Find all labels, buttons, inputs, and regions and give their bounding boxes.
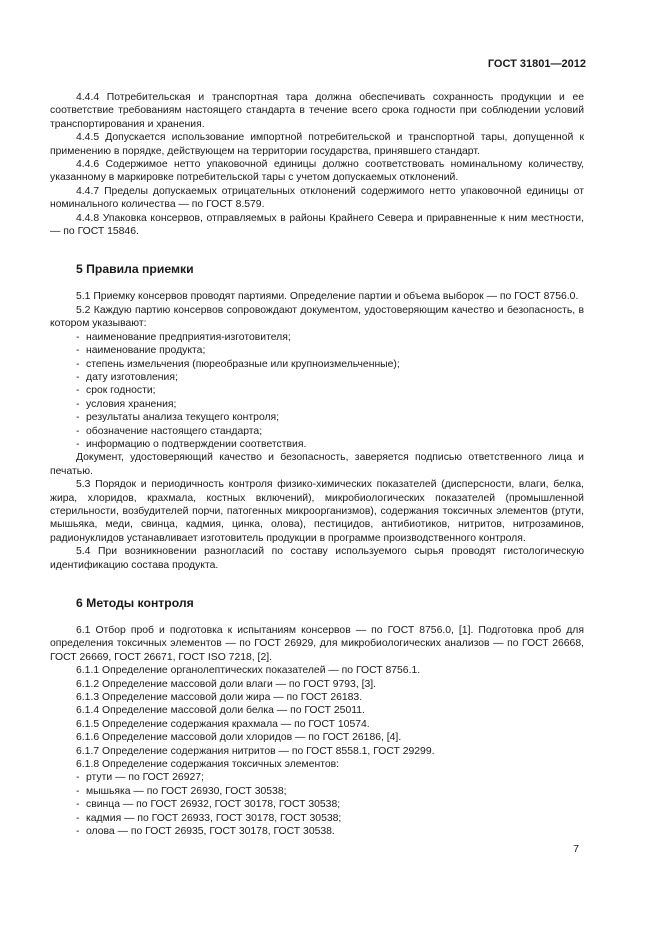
list-item: - кадмия — по ГОСТ 26933, ГОСТ 30178, ГОСТ 30538; — [50, 812, 584, 825]
clause-6-1-1: 6.1.1 Определение органолептических показателей — по ГОСТ 8756.1. — [76, 665, 421, 677]
list-item: - дату изготовления; — [50, 371, 584, 384]
list-item: - результаты анализа текущего контроля; — [50, 411, 584, 424]
certification-note: Документ, удостоверяющий качество и безопасность, заверяется подписью ответственного лица и печатью. — [50, 452, 584, 477]
section-5-title: 5 Правила приемки — [76, 262, 194, 277]
clause-4-4-4: 4.4.4 Потребительская и транспортная тара должна обеспечивать сохранность продукции и ее соответствие требованиям настоящего стандарта в течение всего срока годности при соблюдении условий транспортирования и хранения. — [50, 92, 584, 130]
list-item: - обозначение настоящего стандарта; — [50, 425, 584, 438]
page-number: 7 — [573, 844, 579, 855]
list-item: - наименование продукта; — [50, 344, 584, 357]
list-item: - срок годности; — [50, 384, 584, 397]
clause-6-1-2: 6.1.2 Определение массовой доли влаги — по ГОСТ 9793, [3]. — [76, 678, 377, 690]
clause-6-1-7: 6.1.7 Определение содержания нитритов — по ГОСТ 8558.1, ГОСТ 29299. — [76, 745, 435, 757]
clause-5-4: 5.4 При возникновении разногласий по составу используемого сырья проводят гистологическую идентификацию состава продукта. — [50, 546, 584, 571]
section-6-title: 6 Методы контроля — [76, 596, 194, 610]
clause-6-1-8: 6.1.8 Определение содержания токсичных элементов: — [76, 759, 340, 771]
document-code: ГОСТ 31801—2012 — [487, 58, 586, 70]
clause-5-1: 5.1 Приемку консервов проводят партиями. Определение партии и объема выборок — по ГОСТ 8756.0. — [76, 291, 579, 303]
clause-4-4-7: 4.4.7 Пределы допускаемых отрицательных отклонений содержимого нетто упаковочной единицы от номинального количества — по ГОСТ 8.579. — [50, 185, 584, 211]
list-item: - свинца — по ГОСТ 26932, ГОСТ 30178, ГОСТ 30538; — [50, 798, 584, 811]
clause-4-4-5: 4.4.5 Допускается использование импортной потребительской и транспортной тары, допущенной к применению в порядке, действующем на территории государства, принявшего стандарт. — [50, 132, 584, 157]
list-item: - степень измельчения (пюреобразные или крупноизмельченные); — [50, 358, 584, 371]
section-4-4-tail — [50, 91, 584, 238]
clause-4-4-6: 4.4.6 Содержимое нетто упаковочной единицы должно соответствовать номинальному количеству, указанному в маркировке потребительской тары с учетом допускаемых отклонений. — [50, 159, 584, 184]
clause-6-1-5: 6.1.5 Определение содержания крахмала — по ГОСТ 10574. — [76, 718, 370, 730]
list-item: - мышьяка — по ГОСТ 26930, ГОСТ 30538; — [50, 785, 584, 798]
list-item: - информацию о подтверждении соответствия. — [50, 438, 584, 451]
toxic-elements-list — [50, 771, 584, 838]
list-item: - олова — по ГОСТ 26935, ГОСТ 30178, ГОСТ 30538. — [50, 825, 584, 838]
clause-6-1-4: 6.1.4 Определение массовой доли белка — по ГОСТ 25011. — [76, 705, 365, 717]
clause-6-1-6: 6.1.6 Определение массовой доли хлоридов — по ГОСТ 26186, [4]. — [76, 732, 402, 744]
clause-5-2: 5.2 Каждую партию консервов сопровождают документом, удостоверяющим качество и безопасность, в котором указывают: — [50, 304, 584, 330]
clause-6-1: 6.1 Отбор проб и подготовка к испытаниям консервов — по ГОСТ 8756.0, [1]. Подготовка проб для определения токсичных элементов — по ГОСТ 26929, для микробиологических анализов — по ГОСТ 26668, ГОСТ 26669, ГОСТ 26671, ГОСТ ISO 7218, [2]. — [50, 625, 584, 663]
list-item: - наименование предприятия-изготовителя; — [50, 331, 584, 344]
clause-6-1-3: 6.1.3 Определение массовой доли жира — по ГОСТ 26183. — [76, 692, 363, 704]
clause-5-3: 5.3 Порядок и периодичность контроля физико-химических показателей (дисперсности, влаги, белка, жира, хлоридов, крахмала, костных включений), микробиологических показателей (промышленной стерильности, возбудителей порчи, патогенных микроорганизмов), содержания токсичных элементов (ртути, мышьяка, меди, свинца, кадмия, цинка, олова), пестицидов, антибиотиков, нитритов, нитрозаминов, радионуклидов устанавливает изготовитель продукции в программе производственного контроля. — [50, 479, 584, 544]
list-item: - ртути — по ГОСТ 26927; — [50, 771, 584, 784]
page-body — [50, 91, 584, 839]
clause-4-4-8: 4.4.8 Упаковка консервов, отправляемых в районы Крайнего Севера и приравненные к ним местности, — по ГОСТ 15846. — [50, 212, 584, 238]
list-item: - условия хранения; — [50, 398, 584, 411]
document-contents-list — [50, 331, 584, 452]
